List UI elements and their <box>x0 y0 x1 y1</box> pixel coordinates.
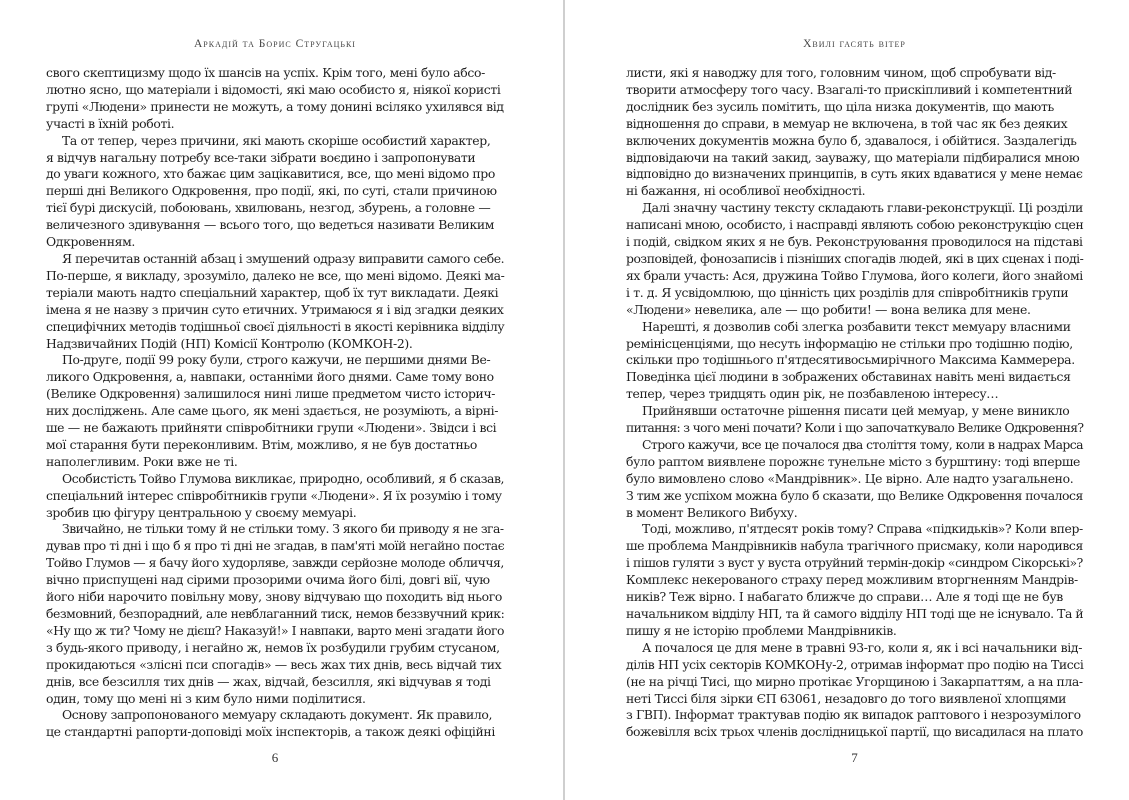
text-line: відповідаючи на такий закид, зауважу, що матеріали підбиралися мною <box>626 149 1080 165</box>
text-line: ділів НП усіх секторів КОМКОНу-2, отримав інформат про подію на Тиссі <box>626 656 1084 672</box>
text-line: безмовний, безпорадний, але невблаганний тиск, немов беззвучний крик: <box>46 606 505 621</box>
paragraph <box>626 65 1083 200</box>
text-line: Поведінка цієї людини в зображених обставинах навіть мені видається <box>626 369 1071 385</box>
text-line: відповідно до визначених принципів, в суть яких вдаватися у мене немає <box>626 166 1083 182</box>
paragraph <box>626 437 1083 522</box>
running-head-author: Аркадій та Борис Стругацькі <box>194 38 356 50</box>
text-line: вічно приспущені над сірими прозорими очима його білі, довгі вії, чую <box>46 572 490 588</box>
text-line: Я перечитав останній абзац і змушений одразу виправити самого себе. <box>62 250 505 266</box>
text-line: Основу запропонованого мемуару складають документ. Як правило, <box>62 707 493 723</box>
text-line: Тоді, можливо, п'ятдесят років тому? Справа «підкидьків»? Коли впер- <box>642 521 1083 537</box>
text-line: розповідей, фонозаписів і пізніших спогадів людей, які в цих сценах і поді- <box>626 250 1084 266</box>
paragraph <box>626 200 1083 318</box>
text-line: спеціальний інтерес співробітників групи «Людени». Я їх розумію і тому <box>46 487 502 503</box>
text-line: специфічних методів тодішньої своєї діяльності в якості керівника відділу <box>46 318 505 334</box>
text-line: до уваги кожного, хто бажає цим зацікавитися, все, що мені відомо про <box>46 166 495 182</box>
text-line: Особистість Тойво Глумова викликає, природно, особливий, я б сказав, <box>62 470 505 486</box>
text-line: скільки про тодішнього п'ятдесятивосьмирічного Максима Каммерера. <box>626 352 1075 368</box>
paragraph <box>46 133 504 251</box>
text-line: написані мною, особисто, і насправді являють собою реконструкцію сцен <box>626 217 1084 233</box>
paragraph <box>46 352 504 470</box>
text-line: і пішов гуляти з вуст у вуста отруйний термін-докір «синдром Сікорські»? <box>626 555 1083 571</box>
right-page-body <box>626 65 1083 741</box>
text-line: ше — не бажають прийняти співробітники групи «Людени». Звідси і всі <box>46 420 497 436</box>
text-line: Прийнявши остаточне рішення писати цей мемуар, у мене виникло <box>642 403 1070 419</box>
text-line: його ніби нарочито повільну мову, знову відчуваю що походить від нього <box>46 589 502 605</box>
text-line: перші дні Великого Одкровення, про події, які, по суті, стали причиною <box>46 183 497 199</box>
text-line: і т. д. Я усвідомлюю, що цінність цих розділів для співробітників групи <box>626 284 1069 300</box>
text-line: Комплекс некерованого страху перед можливим вторгненням Мандрів- <box>626 572 1078 588</box>
text-line: ників? Теж вірно. І набагато ближче до справи… Але я тоді ще не був <box>626 589 1063 605</box>
paragraph <box>626 640 1083 741</box>
text-line: дував про ті дні і що б я про ті дні не згадав, в пам'яті моїй негайно постає <box>46 538 505 554</box>
text-line: і подій, свідком яких я не був. Реконструювання проводилося на підставі <box>626 234 1083 250</box>
paragraph <box>626 521 1083 639</box>
text-line: лютно ясно, що матеріали і відомості, які маю особисто я, ніякої користі <box>46 81 501 97</box>
text-line: було раптом виявлене порожнє тунельне місто з бурштину: тоді вперше <box>626 453 1080 469</box>
text-line: Строго кажучи, все це почалося два століття тому, коли в надрах Марса <box>642 436 1084 452</box>
text-line: листи, які я наводжу для того, головним чином, щоб спробувати від- <box>626 65 1056 80</box>
text-line: дослідник без зусиль помітить, що ціла низка документів, що мають <box>626 98 1054 114</box>
left-page <box>46 0 504 800</box>
paragraph <box>46 707 504 741</box>
text-line: пишу я не історію проблеми Мандрівників. <box>626 622 897 638</box>
text-line: прокидаються «злісні пси спогадів» — весь жах тих днів, весь відчай тих <box>46 656 502 672</box>
text-line: По-перше, я викладу, зрозуміло, далеко не все, що мені відомо. Деякі ма- <box>46 267 505 283</box>
right-page <box>626 0 1083 800</box>
text-line: включених документів можна було б, здавалося, і обійтися. Заздалегідь <box>626 132 1077 148</box>
text-line: зробив цю фігуру центральною у своєму мемуарі. <box>46 504 357 520</box>
text-line: ремінісценціями, що несуть інформацію не стільки про тодішню подію, <box>626 335 1073 351</box>
text-line: Одкровенням. <box>46 234 135 250</box>
text-line: величезного здивування — всього того, що ведеться називати Великим <box>46 217 495 233</box>
text-line: з ГВП). Інформат трактував подію як випадок раптового і незрозумілого <box>626 707 1081 723</box>
text-line: ликого Одкровення, а, навпаки, останніми його днями. Саме тому воно <box>46 369 494 385</box>
running-head-title: Хвилі гасять вітер <box>803 38 906 50</box>
text-line: імена я не назву з причин суто етичних. Утримаюся я і від згадки деяких <box>46 301 504 317</box>
text-line: теріали мають надто спеціальний характер, щоб їх тут викладати. Деякі <box>46 284 499 300</box>
text-line: свого скептицизму щодо їх шансів на успіх. Крім того, мені було абсо- <box>46 65 485 80</box>
text-line: один, тому що мені ні з ким було ними поділитися. <box>46 690 366 706</box>
text-line: в момент Великого Вибуху. <box>626 504 798 520</box>
text-line: ше проблема Мандрівників набула трагічного присмаку, коли народився <box>626 538 1083 554</box>
text-line: ні бажання, ні особливої необхідності. <box>626 183 866 199</box>
text-line: (не на річці Тисі, що мирно протікає Угорщиною і Закарпаттям, а на пла- <box>626 673 1083 689</box>
text-line: участі в їхній роботі. <box>46 115 175 131</box>
paragraph <box>626 403 1083 437</box>
paragraph <box>46 471 504 522</box>
paragraph <box>46 251 504 352</box>
text-line: них досліджень. Але саме цього, як мені здається, не розуміють, а вірні- <box>46 403 499 419</box>
paragraph <box>626 319 1083 404</box>
text-line: було вимовлено слово «Мандрівник». Це вірно. Але надто узагальнено. <box>626 470 1074 486</box>
text-line: Тойво Глумов — я бачу його худорляве, завжди серйозне молоде обличчя, <box>46 555 504 571</box>
text-line: я відчув нагальну потребу все-таки зібрати воєдино і запропонувати <box>46 149 476 165</box>
text-line: мої старання бути переконливим. Втім, можливо, я не був достатньо <box>46 436 477 452</box>
text-line: божевілля всіх трьох членів дослідницької партії, що висадилася на плато <box>626 724 1083 740</box>
page-number-right: 7 <box>851 750 858 765</box>
text-line: (Велике Одкровення) залишилося нині лише предметом чисто історич- <box>46 386 496 402</box>
text-line: неті Тиссі біля зірки ЄП 63061, незадовго до того виявленої хлопцями <box>626 690 1067 706</box>
text-line: групі «Людени» принести не можуть, а тому донині всіляко ухилявся від <box>46 98 504 114</box>
text-line: Нарешті, я дозволив собі злегка розбавити текст мемуару власними <box>642 318 1071 334</box>
book-gutter <box>563 0 565 800</box>
text-line: «Людени» невелика, але — що робити! — вона велика для мене. <box>626 301 1031 317</box>
text-line: тепер, через тридцять один рік, не позбавленою інтересу… <box>626 386 999 402</box>
text-line: питання: з чого мені почати? Коли і що започаткувало Велике Одкровення? <box>626 420 1084 436</box>
text-line: ях брали участь: Ася, дружина Тойво Глумова, його колеги, його знайомі <box>626 267 1083 283</box>
text-line: Та от тепер, через причини, які мають скоріше особистий характер, <box>62 132 491 148</box>
text-line: це стандартні рапорти-доповіді моїх інспекторів, а також деякі офіційні <box>46 724 495 740</box>
text-line: «Ну що ж ти? Чому не дієш? Наказуй!» І навпаки, варто мені згадати його <box>46 622 504 638</box>
page-number-left: 6 <box>271 750 279 765</box>
text-line: наполегливим. Роки вже не ті. <box>46 453 238 469</box>
text-line: А почалося це для мене в травні 93-го, коли я, як і всі начальники від- <box>642 639 1083 655</box>
text-line: днів, все безсилля тих днів — жах, відчай, безсилля, які відчував я тоді <box>46 673 491 689</box>
left-page-body <box>46 65 504 741</box>
text-line: Надзвичайних Подій (НП) Комісії Контролю (КОМКОН-2). <box>46 335 413 351</box>
text-line: з будь-якого приводу, і негайно ж, немов їх розбудили грубим стусаном, <box>46 639 500 655</box>
text-line: творити атмосферу того часу. Взагалі-то прискіпливий і компетентний <box>626 81 1073 97</box>
text-line: тієї бурі дискусій, побоювань, хвилювань, незгод, збурень, а головне — <box>46 200 491 216</box>
paragraph <box>46 521 504 707</box>
text-line: По-друге, події 99 року були, строго кажучи, не першими днями Ве- <box>62 352 491 368</box>
text-line: Звичайно, не тільки тому й не стільки тому. З якого би приводу я не зга- <box>62 521 504 537</box>
text-line: Далі значну частину тексту складають глави-реконструкції. Ці розділи <box>642 200 1083 216</box>
paragraph <box>46 65 504 133</box>
text-line: начальником відділу НП, та й самого відділу НП тоді ще не існувало. Та й <box>626 606 1084 621</box>
text-line: З тим же успіхом можна було б сказати, що Велике Одкровення почалося <box>626 487 1083 503</box>
text-line: відношення до справи, в мемуар не включена, в той час як без деяких <box>626 115 1068 131</box>
